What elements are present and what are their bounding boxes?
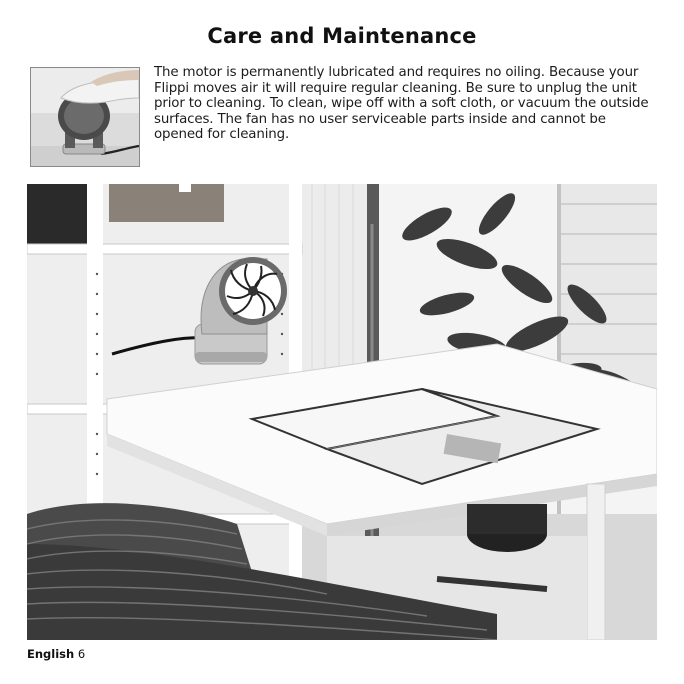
footer-language: English (27, 647, 75, 661)
desk-scene-image (27, 184, 657, 640)
fan-on-desk-photo (27, 184, 657, 640)
page-title: Care and Maintenance (207, 24, 477, 48)
page-footer (27, 647, 85, 661)
care-instructions-text: The motor is permanently lubricated and requires no oiling. Because your Flippi moves air it will require regular cleaning. Be sure to unplug the unit prior to cleaning. To clean, wipe off with a soft cloth, or vacuum the outside surfaces. The fan has no user serviceable parts inside and cannot be opened for cleaning. (154, 65, 649, 142)
hand-wiping-fan-icon (31, 68, 139, 166)
cleaning-thumbnail (30, 67, 140, 167)
footer-page-number: 6 (77, 647, 86, 661)
